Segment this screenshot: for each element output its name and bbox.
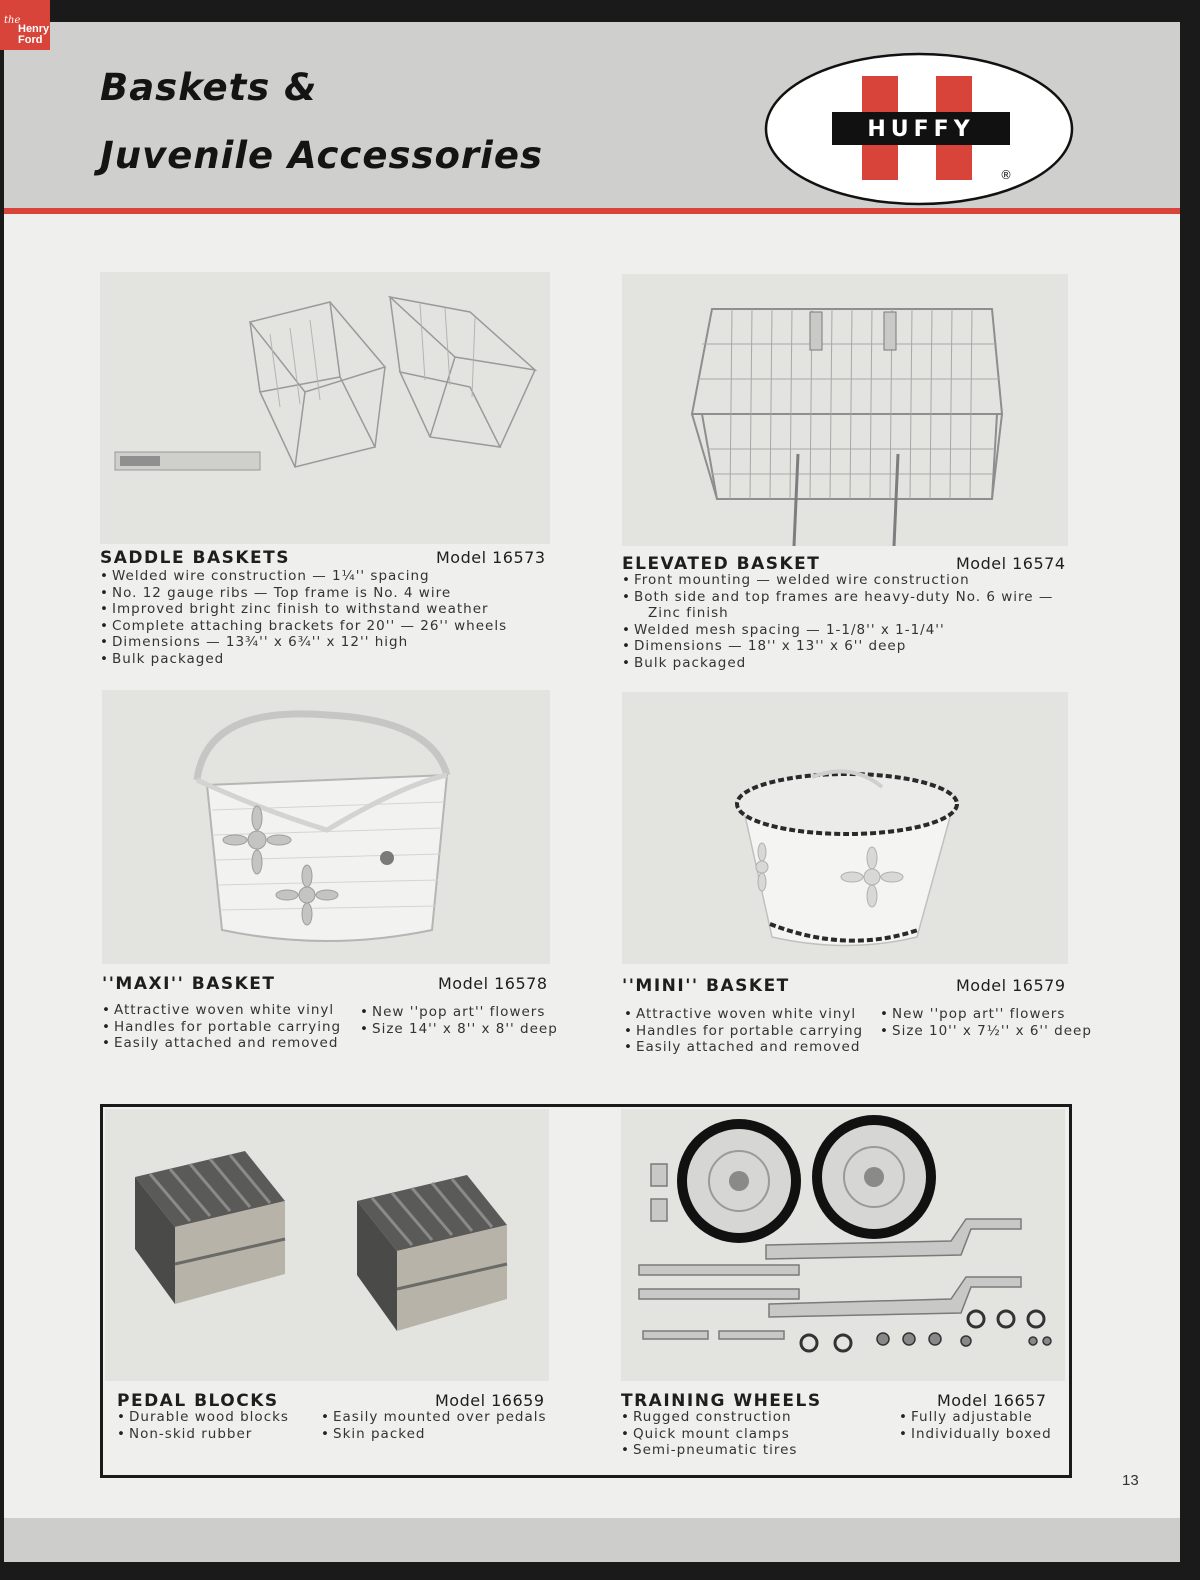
pedal-block-right — [357, 1175, 507, 1331]
accessories-box — [100, 1104, 1072, 1478]
saddle-baskets-specs — [100, 568, 507, 667]
spec-item: • Durable wood blocks — [117, 1409, 289, 1426]
training-wheels-model: Model 16657 — [937, 1391, 1047, 1410]
page-title-line-1: Baskets & — [100, 66, 318, 109]
spec-item: • New ''pop art'' flowers — [880, 1006, 1092, 1023]
spec-item: • Front mounting — welded wire construction — [622, 572, 1053, 589]
training-wheels-specs-right — [899, 1409, 1052, 1442]
footer-band — [4, 1518, 1180, 1562]
catalog-page — [4, 22, 1180, 1562]
spec-item: • Bulk packaged — [100, 651, 507, 668]
henry-ford-logo — [0, 0, 50, 50]
mini-basket-title: ''MINI'' BASKET — [622, 976, 790, 996]
spec-item: • Individually boxed — [899, 1426, 1052, 1443]
henry-ford-logo-ford: Ford — [18, 34, 43, 46]
spec-item: • Both side and top frames are heavy-duty No. 6 wire — — [622, 589, 1053, 606]
training-wheels-specs-left — [621, 1409, 797, 1459]
spec-item-continued: Zinc finish — [648, 605, 729, 621]
henry-ford-logo-henry: Henry — [18, 23, 50, 35]
mini-basket-specs-right — [880, 1006, 1092, 1039]
huffy-logo-text: HUFFY — [867, 117, 975, 142]
spec-item: • Attractive woven white vinyl — [624, 1006, 863, 1023]
spec-item: • Complete attaching brackets for 20'' — 26'' wheels — [100, 618, 507, 635]
spec-item: • Skin packed — [321, 1426, 547, 1443]
spec-item: • Quick mount clamps — [621, 1426, 797, 1443]
maxi-basket-title: ''MAXI'' BASKET — [102, 974, 276, 994]
spec-item: • Welded wire construction — 1¼'' spacing — [100, 568, 507, 585]
spec-item: • Dimensions — 18'' x 13'' x 6'' deep — [622, 638, 1053, 655]
spec-item: • Handles for portable carrying — [624, 1023, 863, 1040]
mini-basket-specs-left — [624, 1006, 863, 1056]
maxi-basket-illustration — [102, 690, 550, 964]
spec-item: • Semi-pneumatic tires — [621, 1442, 797, 1459]
spec-item: • Bulk packaged — [622, 655, 1053, 672]
spec-item: • Dimensions — 13¾'' x 6¾'' x 12'' high — [100, 634, 507, 651]
registered-mark: ® — [1000, 168, 1012, 182]
maxi-basket-photo — [102, 690, 550, 964]
page-title-line-2: Juvenile Accessories — [100, 134, 543, 177]
mini-basket-photo — [622, 692, 1068, 964]
spec-item: • Handles for portable carrying — [102, 1019, 341, 1036]
pedal-blocks-photo — [105, 1109, 549, 1381]
spec-item: • Easily attached and removed — [624, 1039, 863, 1056]
saddle-baskets-photo — [100, 272, 550, 544]
elevated-basket-model: Model 16574 — [956, 554, 1066, 573]
elevated-basket-illustration — [622, 274, 1068, 546]
training-wheel-left — [677, 1119, 801, 1243]
spec-item: • Non-skid rubber — [117, 1426, 289, 1443]
huffy-logo — [764, 52, 1074, 206]
pedal-block-left — [135, 1151, 285, 1304]
training-wheels-photo — [621, 1109, 1065, 1381]
elevated-basket-title: ELEVATED BASKET — [622, 554, 821, 574]
maxi-basket-model: Model 16578 — [438, 974, 548, 993]
spec-item: • Size 10'' x 7½'' x 6'' deep — [880, 1023, 1092, 1040]
henry-ford-logo-the: the — [4, 15, 21, 26]
maxi-basket-specs-left — [102, 1002, 341, 1052]
spec-item: • New ''pop art'' flowers — [360, 1004, 558, 1021]
training-wheels-illustration — [621, 1109, 1065, 1381]
elevated-basket-specs — [622, 572, 1053, 671]
spec-item: • Welded mesh spacing — 1-1/8'' x 1-1/4'' — [622, 622, 1053, 639]
saddle-baskets-model: Model 16573 — [436, 548, 546, 567]
mini-basket-model: Model 16579 — [956, 976, 1066, 995]
pedal-blocks-model: Model 16659 — [435, 1391, 545, 1410]
spec-item: • Rugged construction — [621, 1409, 797, 1426]
spec-item: • Improved bright zinc finish to withstand weather — [100, 601, 507, 618]
pedal-blocks-specs-left — [117, 1409, 289, 1442]
spec-item: • Easily attached and removed — [102, 1035, 341, 1052]
saddle-baskets-title: SADDLE BASKETS — [100, 548, 290, 568]
page-number: 13 — [1122, 1472, 1139, 1489]
elevated-basket-photo — [622, 274, 1068, 546]
spec-item: • Easily mounted over pedals — [321, 1409, 547, 1426]
pedal-blocks-illustration — [105, 1109, 549, 1381]
pedal-blocks-specs-right — [321, 1409, 547, 1442]
mini-basket-illustration — [622, 692, 1068, 964]
maxi-basket-specs-right — [360, 1004, 558, 1037]
spec-item: • No. 12 gauge ribs — Top frame is No. 4 wire — [100, 585, 507, 602]
training-wheel-right — [812, 1115, 936, 1239]
training-wheels-title: TRAINING WHEELS — [621, 1391, 822, 1411]
spec-item: • Size 14'' x 8'' x 8'' deep — [360, 1021, 558, 1038]
pedal-blocks-title: PEDAL BLOCKS — [117, 1391, 279, 1411]
spec-item: • Attractive woven white vinyl — [102, 1002, 341, 1019]
header-rule — [4, 208, 1180, 214]
saddle-baskets-illustration — [100, 272, 550, 544]
spec-item: • Fully adjustable — [899, 1409, 1052, 1426]
